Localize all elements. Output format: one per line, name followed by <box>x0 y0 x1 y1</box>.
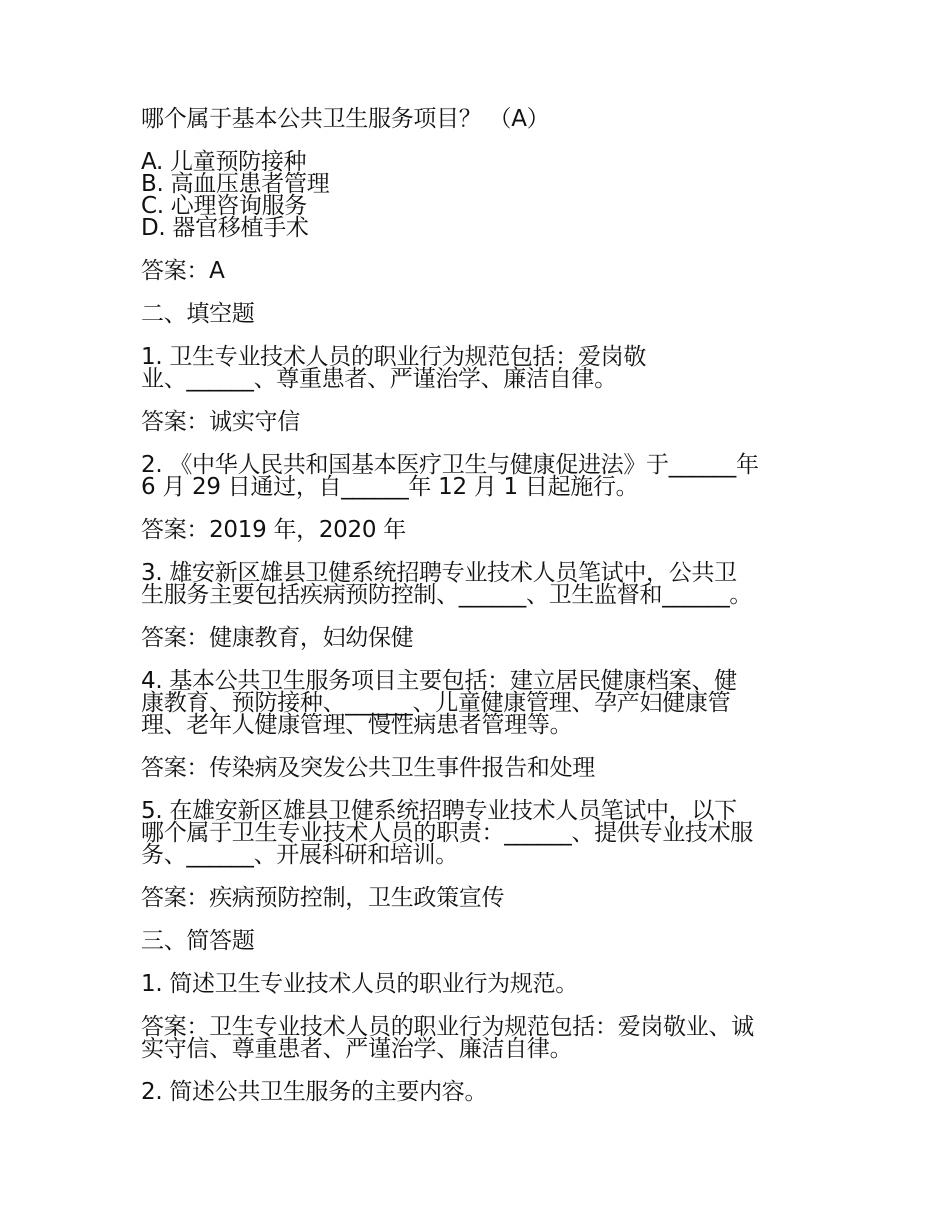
question-line: 务、______、开展科研和培训。 <box>141 842 458 868</box>
answer-text: 答案：2019 年，2020 年 <box>141 517 406 543</box>
question-line: 6 月 29 日通过，自______年 12 月 1 日起施行。 <box>141 474 639 500</box>
section-heading-text: 三、简答题 <box>141 928 255 954</box>
answer-mc <box>141 260 816 282</box>
question-line: 5. 在雄安新区雄县卫健系统招聘专业技术人员笔试中，以下 <box>141 798 737 824</box>
answer-text: 答案：卫生专业技术人员的职业行为规范包括：爱岗敬业、诚 <box>141 1014 754 1040</box>
question-line: 康教育、预防接种、______、儿童健康管理、孕产妇健康管 <box>141 690 731 716</box>
fill-question-1 <box>141 346 816 390</box>
fill-question-4 <box>141 670 816 736</box>
section-heading-text: 二、填空题 <box>141 301 255 327</box>
short-answer-1 <box>141 1016 816 1060</box>
fill-answer-1 <box>141 411 816 433</box>
options-list <box>141 151 816 239</box>
question-line: 2. 《中华人民共和国基本医疗卫生与健康促进法》于______年 <box>141 452 759 478</box>
question-line: 3. 雄安新区雄县卫健系统招聘专业技术人员笔试中，公共卫 <box>141 560 737 586</box>
short-question-2 <box>141 1081 816 1103</box>
question-line: 1. 卫生专业技术人员的职业行为规范包括：爱岗敬 <box>141 344 647 370</box>
fill-answer-3 <box>141 627 816 649</box>
question-line: 2. 简述公共卫生服务的主要内容。 <box>141 1079 488 1105</box>
section-heading-fill <box>141 303 816 325</box>
option-b: B. 高血压患者管理 <box>141 171 330 197</box>
question-line: 生服务主要包括疾病预防控制、______、卫生监督和______。 <box>141 582 753 608</box>
fill-question-5 <box>141 800 816 866</box>
option-a: A. 儿童预防接种 <box>141 149 307 175</box>
answer-text: 答案：A <box>141 258 225 284</box>
option-c: C. 心理咨询服务 <box>141 193 307 219</box>
question-line: 4. 基本公共卫生服务项目主要包括：建立居民健康档案、健 <box>141 668 737 694</box>
fill-question-3 <box>141 562 816 606</box>
fill-answer-2 <box>141 519 816 541</box>
question-line: 1. 简述卫生专业技术人员的职业行为规范。 <box>141 971 578 997</box>
option-d: D. 器官移植手术 <box>141 215 309 241</box>
document-page <box>141 108 816 1103</box>
question-line: 哪个属于卫生专业技术人员的职责：______、提供专业技术服 <box>141 820 754 846</box>
answer-text: 实守信、尊重患者、严谨治学、廉洁自律。 <box>141 1036 573 1062</box>
short-question-1 <box>141 973 816 995</box>
fill-answer-5 <box>141 887 816 909</box>
answer-text: 答案：诚实守信 <box>141 409 300 435</box>
question-line: 业、______、尊重患者、严谨治学、廉洁自律。 <box>141 366 617 392</box>
answer-text: 答案：健康教育，妇幼保健 <box>141 625 414 651</box>
fill-answer-4 <box>141 757 816 779</box>
answer-text: 答案：疾病预防控制，卫生政策宣传 <box>141 885 505 911</box>
question-text <box>141 108 816 130</box>
fill-question-2 <box>141 454 816 498</box>
question-line: 理、老年人健康管理、慢性病患者管理等。 <box>141 712 573 738</box>
answer-text: 答案：传染病及突发公共卫生事件报告和处理 <box>141 755 596 781</box>
section-heading-short <box>141 930 816 952</box>
question-line: 哪个属于基本公共卫生服务项目？ （A） <box>141 106 550 132</box>
